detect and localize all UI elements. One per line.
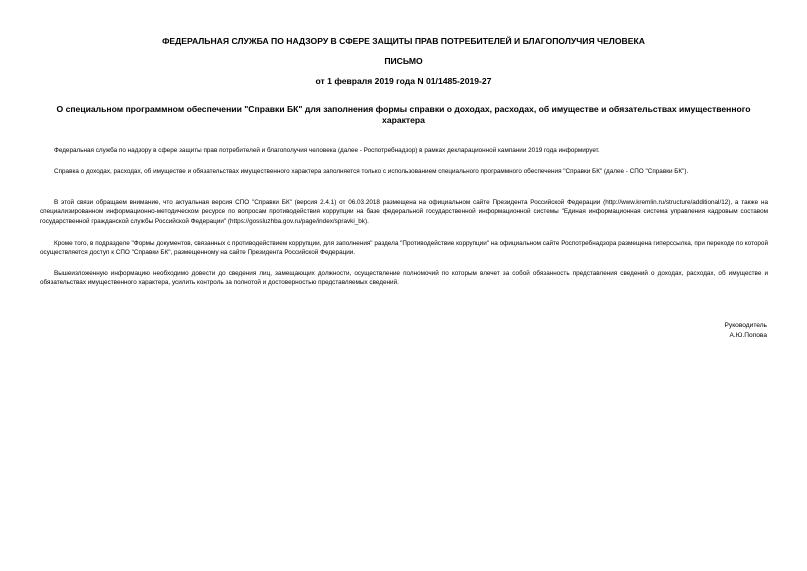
- document-date-number: от 1 февраля 2019 года N 01/1485-2019-27: [315, 76, 492, 86]
- signature-name: А.Ю.Попова: [729, 332, 767, 339]
- paragraph-1: Федеральная служба по надзору в сфере защиты прав потребителей и благополучия человека (далее - Роспотребнадзор) в рамках декларационной кампании 2019 года информирует.: [54, 147, 600, 154]
- paragraph-5: Вышеизложенную информацию необходимо довести до сведения лиц, замещающих должности, осуществление полномочий по которым влечет за собой обязанность представления сведений о доходах, расходах, об имуществе и обязательствах имущественного характера, усилить контроль за полнотой и достоверностью представляемых сведений.: [40, 270, 768, 287]
- signature-title: Руководитель: [724, 322, 767, 329]
- paragraph-2: Справка о доходах, расходах, об имуществе и обязательствах имущественного характера заполняется только с использованием специального программного обеспечения "Справки БК" (далее - СПО "Справки БК").: [54, 168, 689, 175]
- document-subject: О специальном программном обеспечении "Справки БК" для заполнения формы справки о доходах, расходах, об имуществе и обязательствах имущественного характера: [56, 104, 751, 125]
- document-type: ПИСЬМО: [384, 56, 423, 66]
- paragraph-4: Кроме того, в подразделе "Формы документов, связанных с противодействием коррупции, для заполнения" раздела "Противодействие коррупции" на официальном сайте Роспотребнадзора размещена гиперссылка, при переходе по которой осуществляется доступ к СПО "Справки БК", размещенному на сайте Президента Российской Федерации.: [40, 240, 768, 257]
- agency-heading: ФЕДЕРАЛЬНАЯ СЛУЖБА ПО НАДЗОРУ В СФЕРЕ ЗАЩИТЫ ПРАВ ПОТРЕБИТЕЛЕЙ И БЛАГОПОЛУЧИЯ ЧЕЛОВЕКА: [162, 36, 645, 46]
- paragraph-3: В этой связи обращаем внимание, что актуальная версия СПО "Справки БК" (версия 2.4.1) от 06.03.2018 размещена на официальном сайте Президента Российской Федерации (http://www.kremlin.ru/structure/additional/12), а также на специализированном информационно-методическом ресурсе по вопросам противодействия коррупции на базе федеральной государственной информационной системы "Единая информационная система управления кадровым составом государственной гражданской службы Российской Федерации" (https://gossluzhba.gov.ru/page/index/spravki_bk).: [40, 199, 768, 225]
